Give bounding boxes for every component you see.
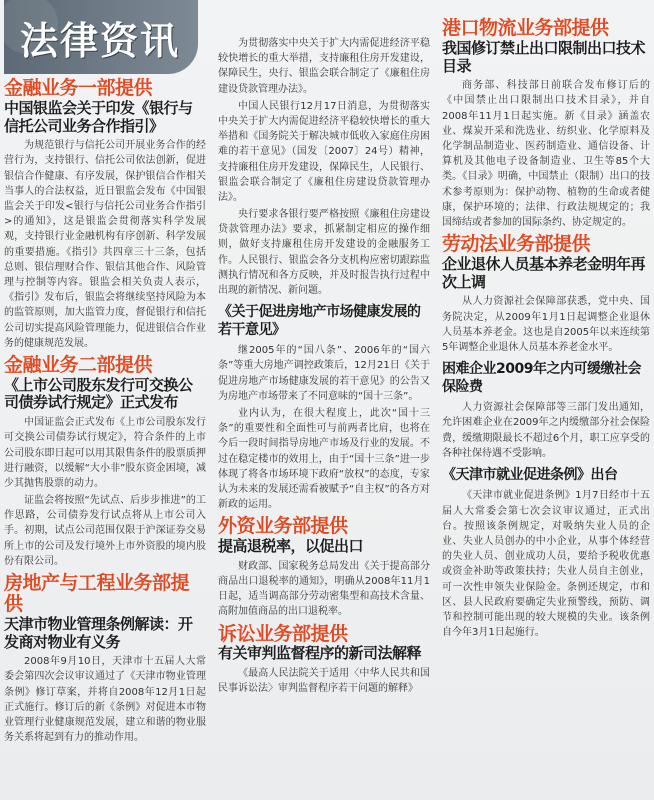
article-body: 中国人民银行12月17日消息，为贯彻落实中央关于扩大内需促进经济平稳较快增长的重大举措和《国务院关于解决城市低收入家庭住房困难的若干意见》（国发〔2007〕24号）精神，支持廉租住房开发建设，保障民生，人民银行、银监会联合制定了《廉租住房建设贷款管理办法》。 — [218, 100, 430, 203]
article-real-estate — [0, 573, 210, 745]
article-finance-1 — [0, 78, 210, 351]
article-litigation — [214, 624, 434, 697]
article-body: 为贯彻落实中央关于扩大内需促进经济平稳较快增长的重大举措，支持廉租住房开发建设，保障民生，央行、银监会联合制定了《廉租住房建设贷款管理办法》。 — [218, 38, 430, 95]
article-body: 商务部、科技部日前联合发布修订后的《中国禁止出口限制出口技术目录》，并自2008年11月1日起实施。新《目录》涵盖农业、煤炭开采和洗选业、纺织业、化学原料及化学制品制造业、医药制造业、通信设备、计算机及其他电子设备制造业、卫生等85个大类。《目录》明确，中国禁止（限制）出口的技术参考原则为：保护动物、植物的生命或者健康，保护环境的；法律、行政法规规定的；我国缔结或者参加的国际条约、协定规定的。 — [442, 80, 650, 228]
section-heading: 劳动法业务部提供 — [442, 233, 591, 256]
section-heading: 外资业务部提供 — [218, 515, 348, 538]
article-body: 为规范银行与信托公司开展业务合作的经营行为，支持银行、信托公司依法创新，促进银信合作健康、有序发展，保护银信合作相关当事人的合法权益，近日银监会发布《中国银监会关于印发<银行与信托公司业务合作指引>的通知》，这是银监会贯彻落实科学发展观，支持银行业金融机构有序创新、科学发展的重要措施。《指引》共四章三十三条，包括总则、银信理财合作、银信其他合作、风险管理与控制等内容。银监会相关负责人表示，《指引》发布后，银监会将继续坚持风险为本的监管原则，加大监管力度，督促银行和信托公司切实提高风险管理能力，促进银信合作业务的健康规范发展。 — [4, 140, 206, 349]
article-body: 2008年9月10日，天津市十五届人大常委会第四次会议审议通过了《天津市物业管理条例》修订草案，并将自2008年12月1日起正式施行。修订后的新《条例》对促进本市物业管理行业健康规范发展，建立和谐的物业服务关系将起到有力的推动作用。 — [4, 656, 206, 744]
article-real-estate-market — [214, 304, 434, 512]
article-subtitle: 我国修订禁止出口限制出口技术目录 — [442, 38, 646, 75]
article-subtitle: 企业退休人员基本养老金明年再次上调 — [442, 255, 646, 291]
article-body: 从人力资源社会保障部获悉，党中央、国务院决定，从2009年1月1日起调整企业退休人员基本养老金。这也是自2005年以来连续第5年调整企业退休人员基本养老金水平。 — [442, 296, 650, 353]
section-heading: 港口物流业务部提供 — [442, 17, 609, 39]
article-body: 《天津市就业促进条例》1月7日经市十五届人大常委会第七次会议审议通过，正式出台。按照该条例规定，对吸纳失业人员的企业、失业人员创办的中小企业，从事个体经营的失业人员、创业成功人员，要给予税收优惠或资金补助等政策扶持；失业人员自主创业，可一次性申领失业保险金。条例还规定，市和区、县人民政府要确定失业预警线，预防、调节和控制可能出现的较大规模的失业。该条例自今年3月1日起施行。 — [442, 490, 650, 639]
article-headline: 《关于促进房地产市场健康发展的若干意见》 — [218, 304, 421, 338]
section-heading: 金融业务二部提供 — [4, 353, 153, 376]
article-subtitle: 提高退税率，以促出口 — [218, 537, 364, 556]
section-heading: 诉讼业务部提供 — [218, 622, 348, 645]
column-right — [438, 0, 654, 800]
header-banner — [4, 0, 198, 74]
column-middle — [214, 0, 434, 800]
article-port-logistics — [438, 0, 654, 230]
section-heading: 金融业务一部提供 — [4, 77, 153, 99]
article-social-insurance — [438, 361, 654, 461]
article-foreign-investment — [214, 516, 434, 619]
article-body: 财政部、国家税务总局发出《关于提高部分商品出口退税率的通知》，明确从2008年11月1日起，适当调高部分劳动密集型和高技术含量、高附加值商品的出口退税率。 — [218, 560, 430, 618]
article-body: 继2005年的“国八条”、2006年的“国六条”等重大房地产调控政策后，12月21日《关于促进房地产市场健康发展的若干意见》的公告又为房地产市场带来了不同意味的“国十三条”。 — [218, 345, 430, 402]
article-subtitle: 天津市物业管理条例解读：开发商对物业有义务 — [4, 614, 193, 651]
article-headline: 困难企业2009年之内可缓缴社会保险费 — [442, 361, 641, 395]
article-finance-2 — [0, 355, 210, 569]
article-subtitle: 有关审判监督程序的新司法解释 — [218, 644, 422, 663]
page-title: 法律资讯 — [20, 19, 181, 63]
article-body: 人力资源社会保障部等三部门发出通知，允许困难企业在2009年之内缓缴部分社会保险费，缓缴期限最长不超过6个月，职工应享受的各种社保待遇不受影响。 — [442, 402, 650, 459]
article-subtitle: 中国银监会关于印发《银行与信托公司业务合作指引》 — [4, 98, 193, 135]
article-body: 中国证监会正式发布《上市公司股东发行可交换公司债券试行规定》，符合条件的上市公司股东即日起可以用其限售条件的股票质押进行融资，以缓解“大小非”股东资金困境，减少其抛售股票的动力。 — [4, 417, 206, 489]
article-housing-loans — [214, 0, 434, 298]
article-subtitle: 《上市公司股东发行可交换公司债券试行规定》正式发布 — [4, 375, 193, 412]
article-body: 证监会将按照“先试点、后步步推进”的工作思路，公司债券发行试点将从上市公司入手。初期，试点公司范围仅限于沪深证券交易所上市的公司及发行境外上市外资股的境内股份有限公司。 — [4, 495, 206, 567]
article-labor-law — [438, 234, 654, 355]
article-headline: 《天津市就业促进条例》出台 — [442, 466, 618, 483]
article-body: 央行要求各银行要严格按照《廉租住房建设贷款管理办法》要求，抓紧制定相应的操作细则，做好支持廉租住房开发建设的金融服务工作。人民银行、银监会各分支机构应密切跟踪监测执行情况和各方反映，并及时报告执行过程中出现的新情况、新问题。 — [218, 209, 430, 296]
article-body: 业内认为，在很大程度上，此次“国十三条”的重要性和全面性可与前两者比肩，也将在今后一段时间指导房地产市场及行业的发展。不过在稳定楼市的效用上，由于“国十三条”进一步体现了将各市场环境下政府“放权”的态度，专家认为未来的发展还需看被赋予“自主权”的各方对新政的运用。 — [218, 407, 430, 511]
column-left — [0, 0, 210, 800]
section-heading: 房地产与工程业务部提供 — [4, 572, 190, 615]
article-body: 《最高人民法院关于适用〈中华人民共和国民事诉讼法〉审判监督程序若干问题的解释》 — [218, 668, 430, 695]
article-employment — [438, 467, 654, 640]
